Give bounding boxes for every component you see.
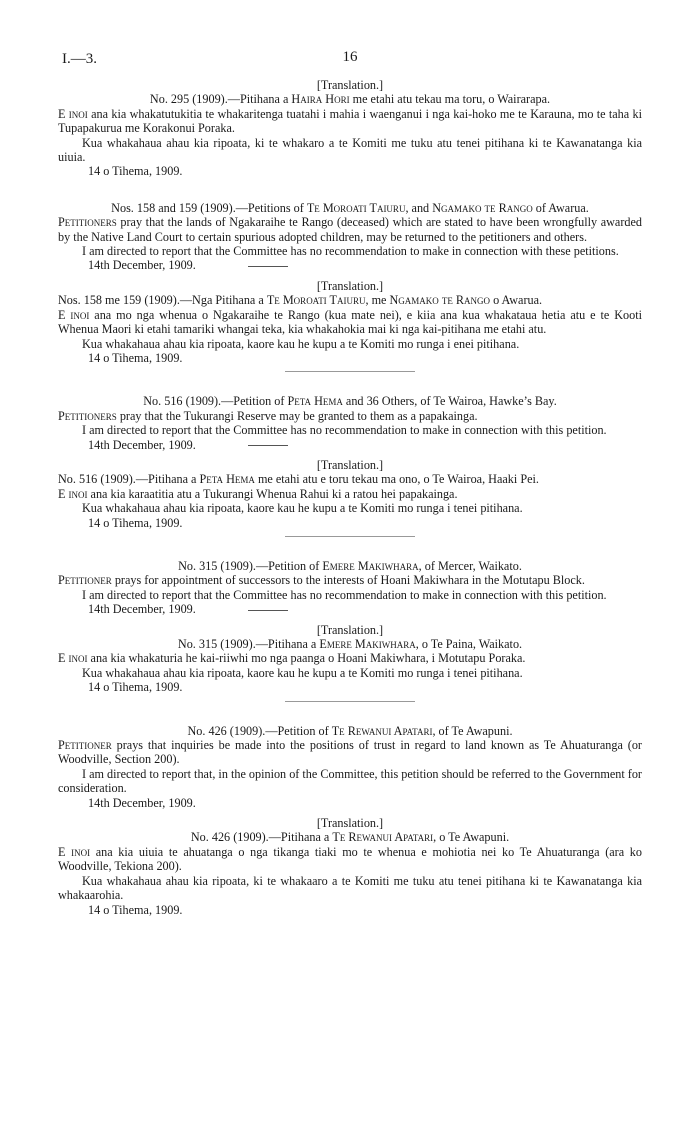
petition-title: No. 516 (1909).—Petition of Peta Hema and 36 Others, of Te Wairoa, Hawke’s Bay. (143, 394, 557, 409)
report-date: 14 o Tihema, 1909. (88, 680, 183, 695)
document-body (58, 78, 642, 917)
section-516 (58, 394, 642, 530)
translation-label: [Translation.] (316, 278, 384, 293)
committee-report: Kua whakahaua ahau kia ripoata, ki te whakaaro a te Komiti me tuku atu tenei pitihana ki te Kawanatanga kia whakaarohia. (58, 873, 642, 903)
petition-title: Nos. 158 and 159 (1909).—Petitions of Te Moroati Taiuru, and Ngamako te Rango of Awarua. (111, 200, 589, 215)
short-rule (248, 610, 288, 611)
committee-report: I am directed to report that the Committee has no recommendation to make in connection with this petition. (82, 423, 607, 438)
report-date: 14 o Tihema, 1909. (88, 350, 183, 365)
petition-prayer: Petitioners pray that the lands of Ngakaraihe te Rango (deceased) which are stated to have been wrongfully awarded by the Native Land Court to certain spurious adopted children, may be returned to the petitioners and others. (58, 215, 642, 244)
petition-title: No. 295 (1909).—Pitihana a Haira Hori me etahi atu tekau ma toru, o Wairarapa. (149, 92, 551, 107)
section-315 (58, 559, 642, 695)
petition-title: No. 426 (1909).—Pitihana a Te Rewanui Apatari, o Te Awapuni. (190, 830, 510, 845)
petition-prayer: Petitioner prays that inquiries be made into the positions of trust in regard to land known as Te Ahuaturanga (or Woodville, Section 200). (58, 738, 642, 767)
petition-prayer: Petitioners pray that the Tukurangi Reserve may be granted to them as a papakainga. (58, 408, 478, 423)
petition-prayer: E inoi ana kia whakatutukitia te whakaritenga tuatahi i mahia i waenganui i nga kai-hoko me te Karauna, mo te taha ki Tupapakurua me Korakonui Poraka. (58, 106, 642, 136)
translation-label: [Translation.] (316, 816, 384, 831)
page-number: 16 (342, 49, 358, 65)
report-date: 14th December, 1909. (58, 602, 642, 616)
petition-prayer: E inoi ana mo nga whenua o Ngakaraihe te Rango (kua mate nei), e kiia ana kua whakataua hetia atu e te Kooti Whenua Maori ki etahi tamariki whangai teka, kia whakahokia mai ki nga kai-pitihana me etahi atu. (58, 307, 642, 337)
committee-report: Kua whakahaua ahau kia ripoata, ki te whakaro a te Komiti me tuku atu tenei pitihana ki te Kawanatanga kia uiuia. (58, 135, 642, 165)
committee-report: Kua whakahaua ahau kia ripoata, kaore kau he kupu a te Komiti mo runga i tenei pitihana. (82, 665, 523, 680)
report-date: 14th December, 1909. (88, 795, 196, 810)
short-rule (248, 266, 288, 267)
petition-title: No. 315 (1909).—Petition of Emere Makiwhara, of Mercer, Waikato. (178, 558, 522, 573)
translation-label: [Translation.] (316, 78, 384, 92)
section-158-159 (58, 201, 642, 365)
section-426 (58, 724, 642, 917)
committee-report: I am directed to report that, in the opinion of the Committee, this petition should be referred to the Government for consideration. (58, 766, 642, 796)
committee-report: Kua whakahaua ahau kia ripoata, kaore kau he kupu a te Komiti mo runga i tenei pitihana. (82, 501, 523, 516)
petition-prayer: E inoi ana kia whakaturia he kai-riiwhi mo nga paanga o Hoani Makiwhara, i Motutapu Poraka. (58, 651, 526, 666)
petition-title: Nos. 158 me 159 (1909).—Nga Pitihana a Te Moroati Taiuru, me Ngamako te Rango o Awarua. (58, 293, 543, 308)
report-date: 14th December, 1909. (58, 438, 642, 452)
report-date: 14th December, 1909. (58, 258, 642, 272)
short-rule (248, 445, 288, 446)
report-date: 14 o Tihema, 1909. (88, 164, 183, 179)
petition-prayer: Petitioner prays for appointment of successors to the interests of Hoani Makiwhara in the Motutapu Block. (58, 573, 585, 588)
translation-label: [Translation.] (316, 622, 384, 637)
section-295-translation (58, 78, 642, 179)
committee-report: Kua whakahaua ahau kia ripoata, kaore kau he kupu a te Komiti mo runga i enei pitihana. (82, 336, 520, 351)
report-date: 14 o Tihema, 1909. (88, 515, 183, 530)
petition-title: No. 315 (1909).—Pitihana a Emere Makiwhara, o Te Paina, Waikato. (177, 637, 523, 651)
translation-label: [Translation.] (316, 457, 384, 472)
report-date: 14 o Tihema, 1909. (88, 902, 183, 917)
petition-prayer: E inoi ana kia karaatitia atu a Tukurangi Whenua Rahui ki a ratou hei papakainga. (58, 486, 458, 501)
committee-report: I am directed to report that the Committee has no recommendation to make in connection with these petitions. (82, 244, 619, 259)
petition-prayer: E inoi ana kia uiuia te ahuatanga o nga tikanga tiaki mo te whenua e mohiotia nei ko Te Ahuaturanga (ara ko Woodville, Tekiona 200). (58, 844, 642, 874)
paper-reference: I.—3. (62, 51, 97, 67)
petition-title: No. 516 (1909).—Pitihana a Peta Hema me etahi atu e toru tekau ma ono, o Te Wairoa, Haaki Pei. (58, 472, 539, 487)
committee-report: I am directed to report that the Committee has no recommendation to make in connection with this petition. (82, 587, 607, 602)
petition-title: No. 426 (1909).—Petition of Te Rewanui Apatari, of Te Awapuni. (187, 723, 513, 738)
